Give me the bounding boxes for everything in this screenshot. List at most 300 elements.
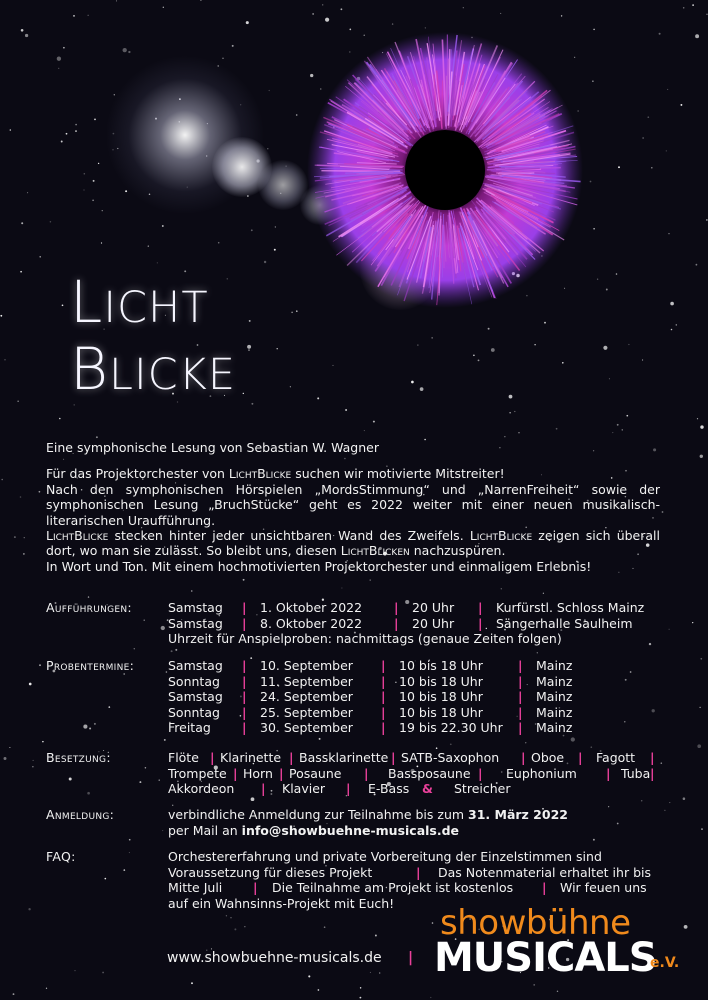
- star: [290, 386, 291, 387]
- registration-line: per Mail an info@showbuehne-musicals.de: [168, 822, 460, 838]
- star: [345, 409, 347, 411]
- instrument: Streicher: [454, 781, 511, 796]
- star: [695, 34, 699, 38]
- star: [4, 359, 5, 360]
- title-line-2: BLICKE: [70, 335, 237, 403]
- star: [264, 261, 266, 263]
- row-time: 19 bis 22.30 Uhr: [399, 720, 503, 735]
- star: [668, 233, 669, 234]
- star: [200, 0, 202, 1]
- subtitle: Eine symphonische Lesung von Sebastian W. Wagner: [46, 440, 379, 455]
- star: [244, 926, 245, 927]
- star: [436, 747, 438, 749]
- star: [537, 652, 538, 653]
- separator: |: [242, 704, 247, 720]
- star: [603, 346, 607, 350]
- star: [317, 397, 319, 399]
- instrument: Trompete: [168, 765, 227, 781]
- star: [251, 229, 253, 231]
- star: [75, 130, 77, 132]
- section-label: Besetzung:: [46, 750, 111, 765]
- star: [375, 935, 377, 937]
- star: [340, 8, 342, 10]
- star: [322, 4, 323, 5]
- row-day: Samstag: [168, 600, 223, 615]
- star: [73, 15, 75, 17]
- star: [101, 242, 102, 243]
- star: [218, 242, 220, 244]
- star: [296, 310, 298, 312]
- star: [4, 757, 7, 760]
- star: [501, 588, 502, 589]
- instrument: Euphonium: [506, 765, 577, 781]
- star: [46, 988, 47, 989]
- instrument: Bassklarinette: [299, 750, 389, 765]
- separator: |: [578, 750, 583, 765]
- star: [251, 403, 253, 405]
- star: [626, 415, 628, 417]
- star: [557, 991, 558, 992]
- star: [609, 378, 610, 379]
- star: [509, 395, 513, 399]
- row-place: Mainz: [536, 720, 573, 735]
- star: [171, 650, 173, 652]
- star: [669, 802, 670, 803]
- star: [514, 411, 515, 412]
- row-date: 1. Oktober 2022: [260, 600, 363, 615]
- separator: |: [391, 750, 396, 765]
- star: [509, 412, 510, 413]
- star: [123, 48, 127, 52]
- star: [411, 381, 414, 384]
- star: [222, 58, 223, 59]
- star: [102, 210, 103, 211]
- star: [39, 664, 41, 666]
- row-place: Sängerhalle Saulheim: [496, 615, 633, 631]
- star: [88, 596, 89, 597]
- star: [697, 744, 701, 748]
- star: [88, 15, 89, 16]
- star: [616, 273, 618, 275]
- star: [25, 34, 28, 37]
- star: [172, 805, 173, 806]
- star: [92, 200, 94, 202]
- star: [21, 222, 23, 224]
- star: [163, 7, 164, 8]
- separator: |: [242, 615, 247, 631]
- separator: |: [233, 765, 238, 781]
- separator: |: [521, 750, 526, 765]
- star: [128, 51, 130, 53]
- star: [164, 739, 166, 741]
- separator: |: [381, 720, 386, 735]
- star: [669, 629, 670, 630]
- star: [618, 166, 620, 168]
- row-date: 8. Oktober 2022: [260, 615, 363, 631]
- logo-ev: e.V.: [650, 955, 680, 971]
- star: [20, 271, 22, 273]
- star: [59, 418, 61, 420]
- row-day: Freitag: [168, 720, 211, 735]
- separator: |: [518, 720, 523, 735]
- star: [29, 683, 32, 686]
- star: [641, 800, 642, 801]
- star: [62, 304, 64, 306]
- row-time: 20 Uhr: [412, 615, 455, 631]
- row-place: Mainz: [536, 689, 573, 704]
- star: [504, 436, 505, 437]
- star: [243, 579, 245, 581]
- star: [63, 47, 65, 49]
- star: [102, 972, 104, 974]
- star: [473, 355, 475, 357]
- row-date: 25. September: [260, 704, 353, 720]
- star: [671, 329, 673, 331]
- star: [191, 982, 193, 984]
- star: [666, 150, 667, 151]
- section-probentermine: [46, 658, 666, 738]
- star: [543, 593, 544, 594]
- instrument: Tuba: [621, 765, 651, 781]
- star: [659, 33, 661, 35]
- star: [57, 57, 61, 61]
- row-place: Mainz: [536, 673, 573, 689]
- star: [590, 181, 592, 183]
- star: [39, 256, 41, 258]
- separator: |: [408, 950, 414, 966]
- purple-iris-illustration: [305, 30, 585, 310]
- star: [692, 622, 693, 623]
- star: [10, 129, 12, 131]
- star: [430, 997, 431, 998]
- star: [227, 278, 228, 279]
- star: [230, 917, 231, 918]
- star: [226, 915, 227, 916]
- separator: |: [253, 880, 258, 895]
- separator: |: [381, 689, 386, 704]
- separator: |: [518, 658, 523, 673]
- star: [162, 225, 164, 227]
- star: [364, 430, 365, 431]
- star: [525, 742, 526, 743]
- star: [478, 359, 480, 361]
- separator: |: [650, 750, 655, 765]
- instrument: E-Bass: [368, 781, 410, 796]
- star: [23, 553, 25, 555]
- star: [274, 249, 276, 251]
- row-date: 30. September: [260, 720, 353, 735]
- star: [32, 766, 33, 767]
- separator: |: [210, 750, 215, 765]
- star: [662, 511, 664, 513]
- logo-wordmark-top: showbühne: [440, 903, 631, 943]
- star: [373, 421, 375, 423]
- website-link[interactable]: www.showbuehne-musicals.de: [167, 950, 382, 966]
- separator: |: [394, 600, 399, 615]
- section-label: Anmeldung:: [46, 807, 115, 822]
- star: [379, 972, 380, 973]
- star: [699, 707, 700, 708]
- star: [94, 119, 96, 121]
- star: [518, 432, 519, 433]
- star: [308, 975, 310, 977]
- star: [360, 997, 362, 999]
- star: [246, 21, 249, 24]
- separator: |: [518, 689, 523, 704]
- star: [269, 90, 270, 91]
- star: [93, 180, 95, 182]
- star: [392, 23, 393, 24]
- star: [544, 322, 546, 324]
- star: [593, 29, 595, 31]
- star: [61, 141, 63, 143]
- registration-deadline: 31. März 2022: [468, 807, 568, 822]
- star: [318, 989, 320, 991]
- rehearsal-note: Uhrzeit für Anspielproben: nachmittags (genaue Zeiten folgen): [168, 631, 562, 646]
- separator: |: [364, 765, 369, 781]
- star: [670, 302, 674, 306]
- instrument: Bassposaune: [388, 765, 471, 781]
- star: [0, 315, 2, 317]
- star: [683, 7, 685, 9]
- separator: |: [478, 765, 483, 781]
- star: [706, 14, 707, 15]
- instrument: Horn: [243, 765, 273, 781]
- star: [463, 7, 464, 8]
- star: [606, 289, 608, 291]
- row-date: 11. September: [260, 673, 353, 689]
- separator: |: [346, 781, 351, 796]
- star: [491, 348, 495, 352]
- star: [319, 738, 321, 740]
- separator: |: [242, 658, 247, 673]
- section-label: Aufführungen:: [46, 600, 132, 615]
- star: [276, 348, 277, 349]
- star: [75, 124, 77, 126]
- star: [116, 0, 117, 1]
- instrument: Klarinette: [220, 750, 282, 765]
- star: [701, 828, 703, 830]
- row-place: Kurfürstl. Schloss Mainz: [496, 600, 645, 615]
- star: [296, 114, 298, 116]
- separator: |: [242, 720, 247, 735]
- star: [706, 219, 707, 220]
- star: [157, 262, 158, 263]
- separator: |: [261, 781, 266, 796]
- separator: |: [242, 673, 247, 689]
- star: [291, 312, 292, 313]
- star: [562, 362, 564, 364]
- star: [74, 970, 75, 971]
- star: [247, 345, 251, 349]
- row-day: Samstag: [168, 689, 223, 704]
- row-date: 10. September: [260, 658, 353, 673]
- star: [33, 760, 34, 761]
- separator: |: [381, 658, 386, 673]
- star: [24, 537, 25, 538]
- separator: |: [416, 864, 421, 880]
- email-link[interactable]: info@showbuehne-musicals.de: [241, 822, 460, 838]
- section-besetzung: [46, 750, 666, 800]
- separator: |: [478, 600, 483, 615]
- row-time: 10 bis 18 Uhr: [399, 658, 483, 673]
- separator: |: [606, 765, 611, 781]
- instrument: Posaune: [289, 765, 342, 781]
- star: [341, 587, 342, 588]
- star: [425, 27, 426, 28]
- row-day: Sonntag: [168, 673, 220, 689]
- star: [21, 29, 24, 32]
- star: [597, 279, 598, 280]
- section-faq: FAQ: Orchestererfahrung und private Vorbereitung der Einzelstimmen sind Voraussetzung für dieses Projekt | Das Notenmaterial erhaltet ihr bis Mitte Juli | Die Teilnahme am Projekt ist kostenlos | Wir feuen uns auf ein Wahnsinns-Projekt mit Euch!: [46, 849, 651, 911]
- intro-text: [46, 440, 660, 574]
- star: [39, 491, 41, 493]
- star: [1, 479, 3, 481]
- star: [370, 972, 371, 973]
- separator: |: [542, 880, 547, 895]
- star: [700, 455, 703, 458]
- separator: |: [381, 704, 386, 720]
- separator: |: [279, 765, 284, 781]
- intro-paragraph-4: In Wort und Ton. Mit einem hochmotivierten Projektorchester und einmaligem Erlebnis!: [46, 558, 592, 574]
- star: [692, 4, 694, 6]
- separator: |: [478, 615, 483, 631]
- star: [98, 163, 99, 164]
- logo-wordmark-bottom: MUSICALS: [434, 935, 657, 981]
- star: [642, 359, 643, 360]
- star: [27, 192, 28, 193]
- star: [628, 344, 629, 345]
- row-day: Samstag: [168, 658, 223, 673]
- star: [617, 424, 619, 426]
- row-time: 10 bis 18 Uhr: [399, 673, 483, 689]
- section-anmeldung: [46, 807, 666, 841]
- star: [28, 908, 30, 910]
- star: [370, 579, 371, 580]
- star: [642, 137, 643, 138]
- star: [325, 18, 329, 22]
- separator: |: [381, 673, 386, 689]
- star: [84, 173, 86, 175]
- star: [680, 104, 682, 106]
- star: [417, 345, 418, 346]
- star: [234, 928, 236, 930]
- row-time: 10 bis 18 Uhr: [399, 689, 483, 704]
- star: [18, 401, 19, 402]
- star: [651, 167, 653, 169]
- section-label: Probentermine:: [46, 658, 135, 673]
- star: [96, 436, 98, 438]
- star: [667, 89, 668, 90]
- star: [432, 922, 434, 924]
- star: [696, 264, 698, 266]
- intro-paragraph-3: LichtBlicke stecken hinter jeder unsichtbaren Wand des Zweifels. LichtBlicke zeigen sich überall dort, wo man sie zulässt. So bleibt uns, diesen LichtBlicken nachzuspüren.: [46, 528, 660, 559]
- star: [432, 337, 433, 338]
- row-place: Mainz: [536, 704, 573, 720]
- instrument: Oboe: [531, 750, 565, 765]
- star: [534, 344, 535, 345]
- star: [700, 658, 702, 660]
- star: [500, 13, 501, 14]
- star: [312, 13, 313, 14]
- star: [420, 387, 424, 391]
- star: [267, 148, 268, 149]
- star: [612, 432, 613, 433]
- star: [622, 429, 623, 430]
- star: [58, 68, 59, 69]
- star: [683, 797, 686, 800]
- separator: |: [394, 615, 399, 631]
- intro-paragraph-2: Nach den symphonischen Hörspielen „MordsStimmung“ und „NarrenFreiheit“ sowie der symphonischen Lesung „BruchStücke“ geht es 2022 weiter mit einer neuen musikalisch-literarischen Uraufführung.: [46, 481, 660, 528]
- row-date: 24. September: [260, 689, 353, 704]
- star: [20, 496, 22, 498]
- star: [561, 15, 562, 16]
- star: [191, 590, 192, 591]
- star: [83, 189, 84, 190]
- registration-line: verbindliche Anmeldung zur Teilnahme bis zum 31. März 2022: [168, 807, 568, 822]
- star: [66, 133, 68, 135]
- star: [700, 425, 703, 428]
- star: [50, 221, 52, 223]
- star: [332, 365, 333, 366]
- star: [9, 747, 10, 748]
- star: [248, 349, 250, 351]
- separator: |: [650, 765, 655, 781]
- star: [450, 743, 452, 745]
- star: [488, 328, 490, 330]
- instrument: Fagott: [596, 750, 636, 765]
- star: [533, 984, 535, 986]
- instrument: Flöte: [168, 750, 199, 765]
- star: [593, 228, 595, 230]
- star: [647, 116, 649, 118]
- separator: |: [242, 689, 247, 704]
- star: [14, 536, 16, 538]
- star: [697, 418, 698, 419]
- star: [148, 245, 149, 246]
- row-day: Sonntag: [168, 704, 220, 720]
- intro-paragraph-1: Für das Projektorchester von LichtBlicke suchen wir motivierte Mitstreiter!: [46, 466, 505, 482]
- star: [556, 428, 558, 430]
- section-auffuehrungen: [46, 600, 666, 650]
- row-time: 10 bis 18 Uhr: [399, 704, 483, 720]
- separator: |: [518, 704, 523, 720]
- star: [684, 925, 688, 929]
- ampersand: &: [422, 781, 433, 796]
- star: [232, 45, 234, 47]
- instrument: Akkordeon: [168, 781, 235, 796]
- separator: |: [242, 600, 247, 615]
- star: [591, 746, 593, 748]
- row-place: Mainz: [536, 658, 573, 673]
- title-line-1: LICHT: [70, 268, 209, 336]
- row-day: Samstag: [168, 615, 223, 631]
- star: [324, 926, 326, 928]
- star: [249, 320, 251, 322]
- star: [13, 993, 15, 995]
- star: [42, 741, 44, 743]
- instrument: SATB-Saxophon: [401, 750, 500, 765]
- faq-line: Orchestererfahrung und private Vorbereitung der Einzelstimmen sind: [168, 849, 602, 864]
- star: [243, 393, 244, 394]
- star: [592, 81, 593, 82]
- star: [74, 404, 75, 405]
- star: [360, 987, 361, 988]
- row-time: 20 Uhr: [412, 600, 455, 615]
- star: [676, 324, 678, 326]
- instrument: Klavier: [282, 781, 326, 796]
- section-label: FAQ:: [46, 849, 76, 864]
